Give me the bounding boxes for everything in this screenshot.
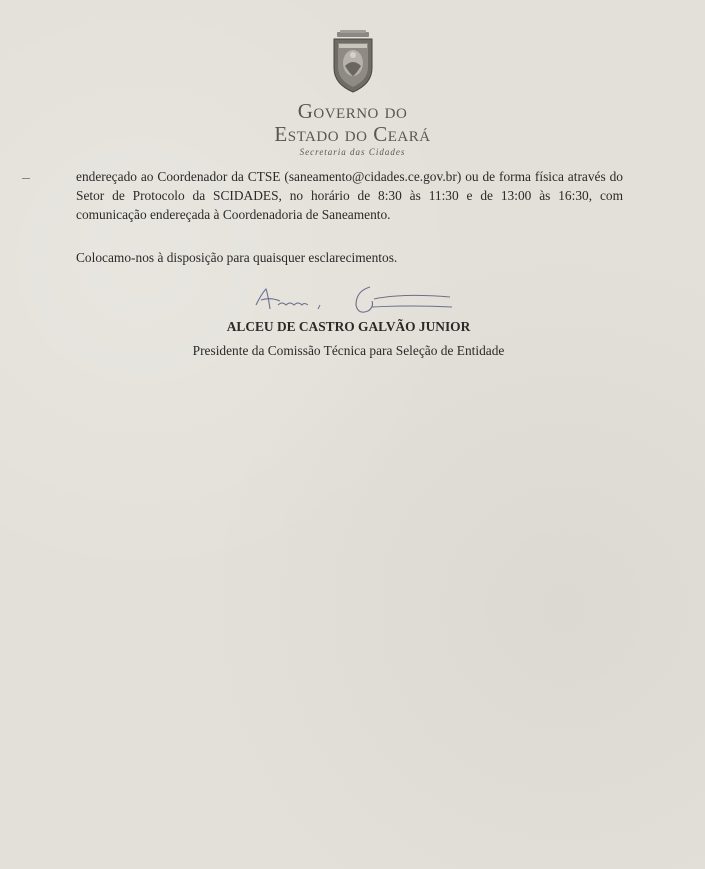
body-paragraph-2: Colocamo-nos à disposição para quaisquer esclarecimentos. bbox=[76, 250, 398, 265]
government-title-text-1: Governo do bbox=[297, 99, 408, 123]
signatory-role: Presidente da Comissão Técnica para Seleção de Entidade bbox=[192, 343, 505, 358]
letterhead bbox=[0, 30, 705, 157]
handwritten-signature bbox=[252, 279, 462, 323]
ceara-coat-of-arms-icon bbox=[328, 30, 378, 94]
secretariat-subtitle: Secretaria das Cidades bbox=[299, 147, 406, 157]
government-title-text-2: Estado do Ceará bbox=[274, 122, 431, 146]
signatory-name: ALCEU DE CASTRO GALVÃO JUNIOR bbox=[226, 319, 471, 334]
government-title-line2 bbox=[0, 122, 705, 146]
margin-mark bbox=[22, 178, 30, 179]
government-title-line1 bbox=[0, 100, 705, 122]
body-paragraph-1: endereçado ao Coordenador da CTSE (saneamento@cidades.ce.gov.br) ou de forma física através do Setor de Protocolo da SCIDADES, no horário de 8:30 às 11:30 e de 13:00 às 16:30, com comunicação endereçada à Coordenadoria de Saneamento. bbox=[76, 169, 623, 222]
